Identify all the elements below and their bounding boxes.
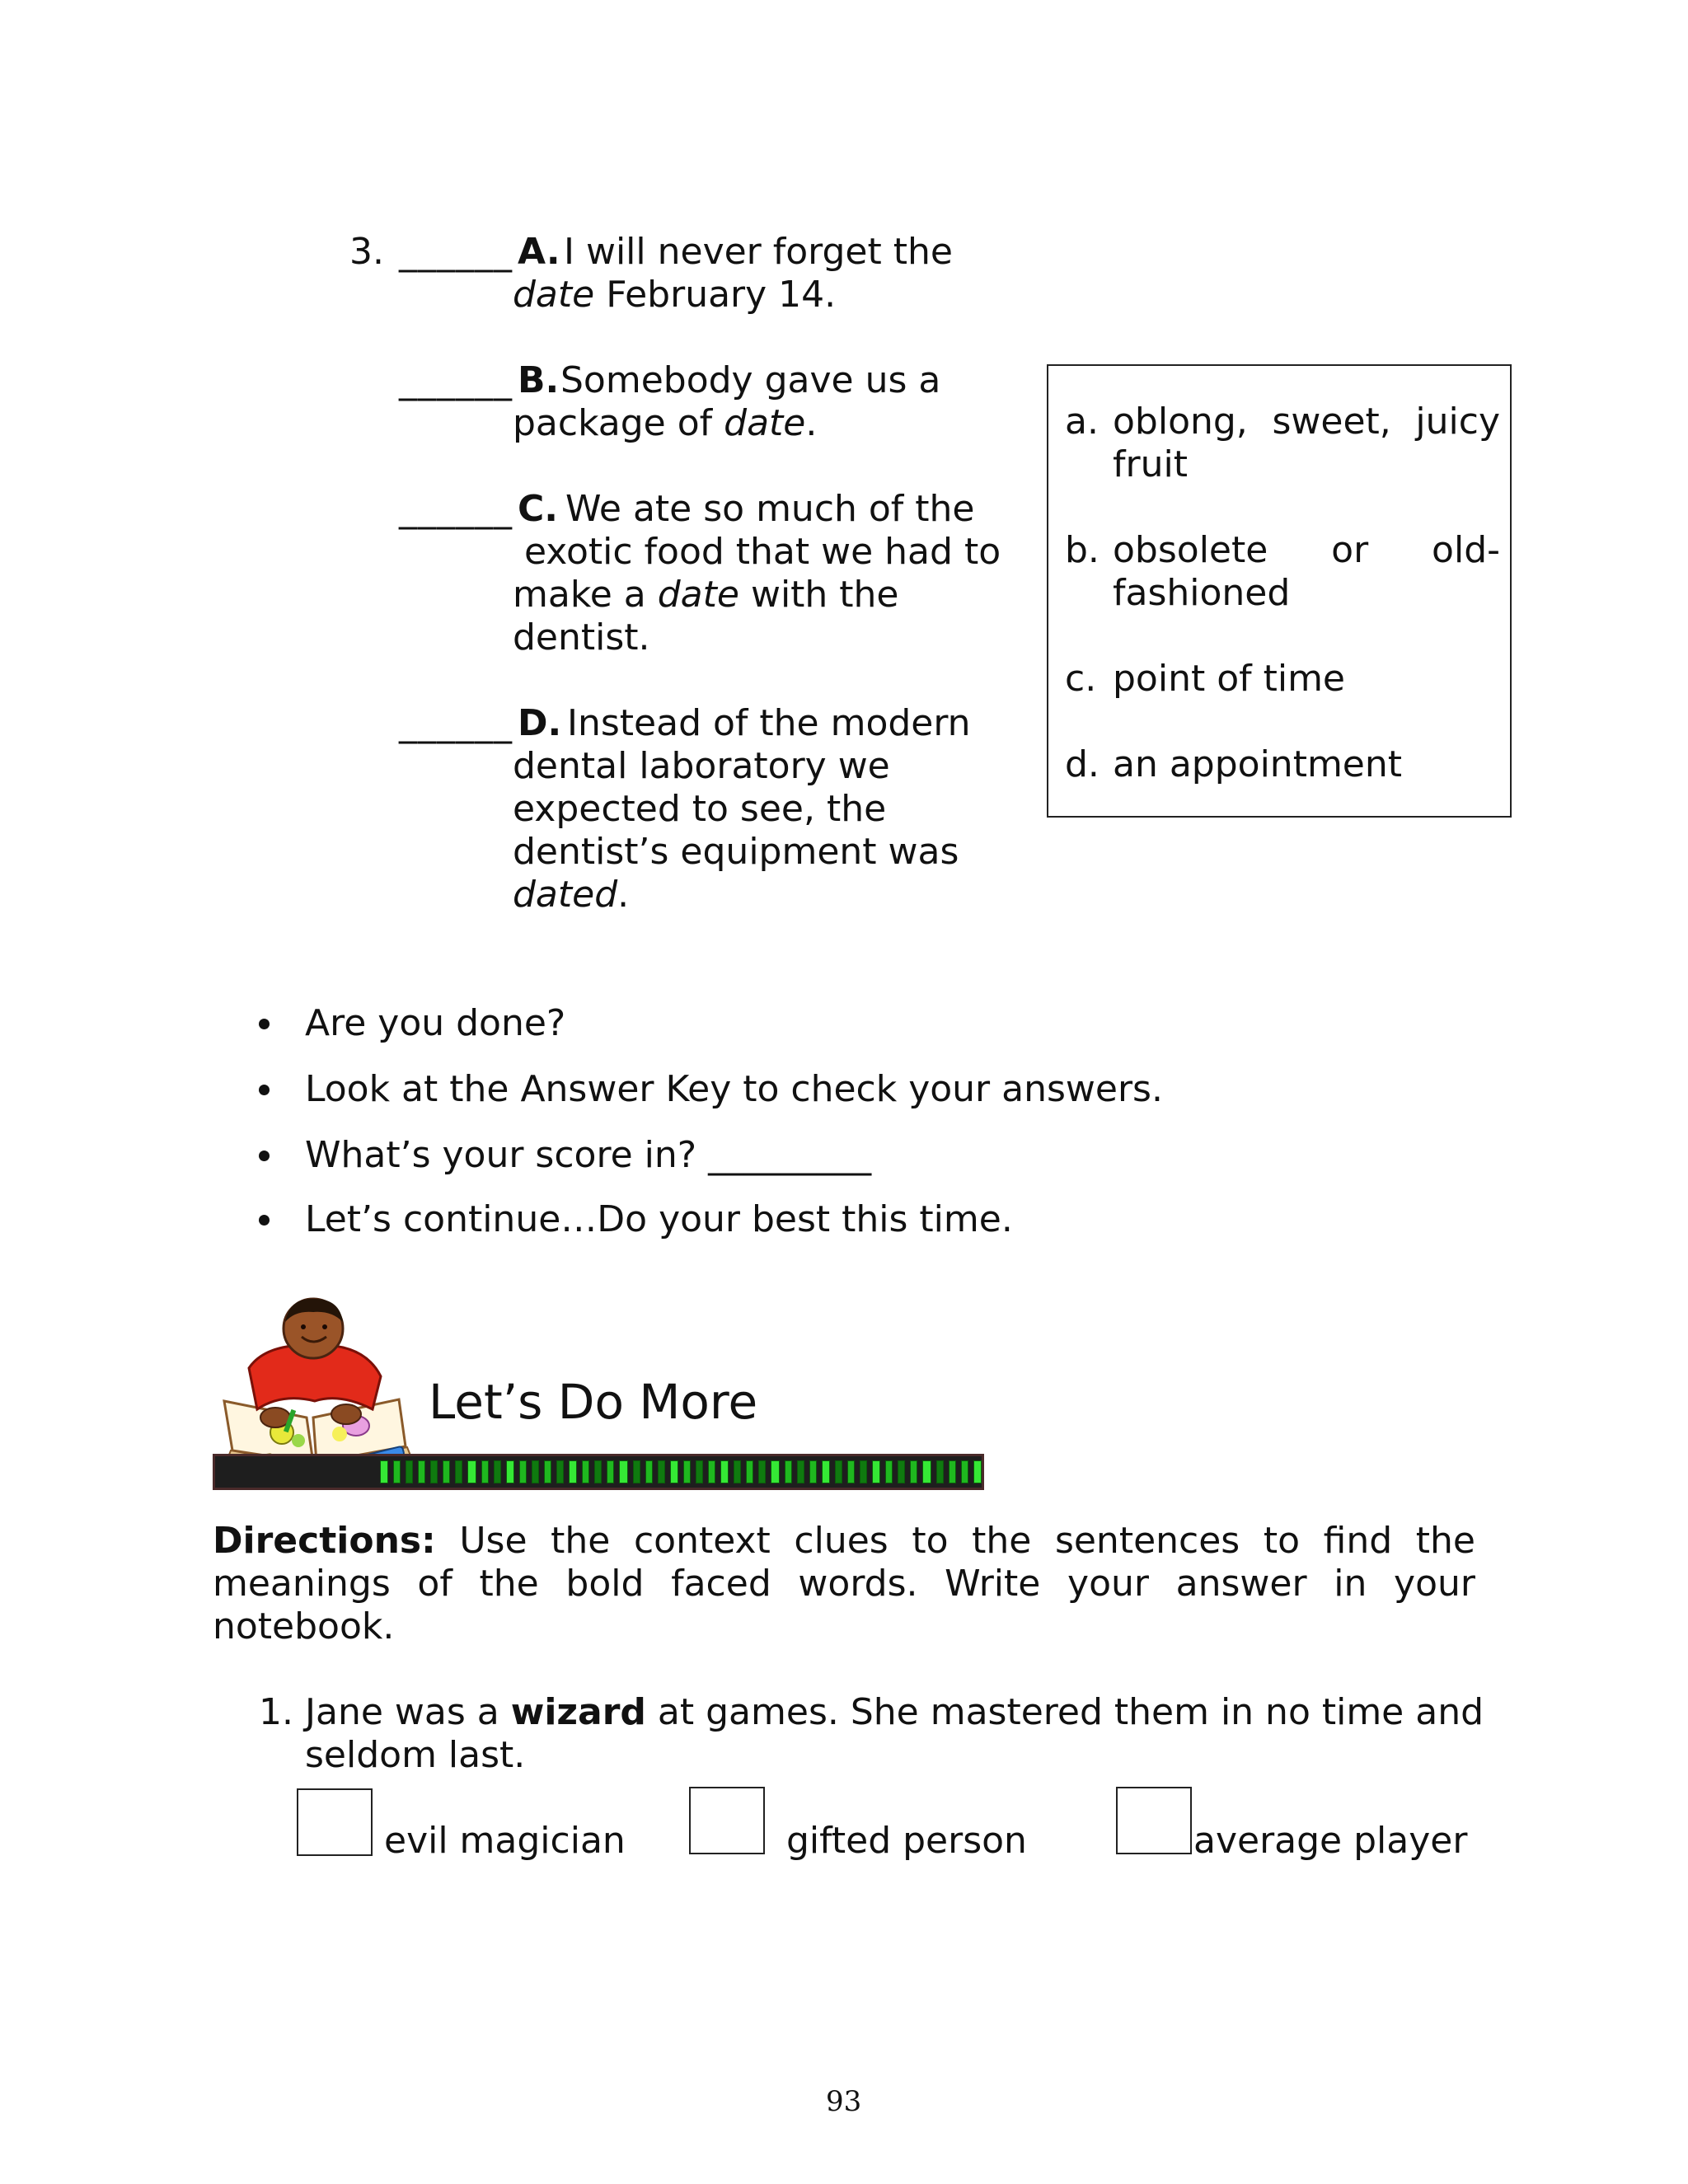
question-number: 1. [259, 1691, 293, 1733]
checklist-item: What’s your score in? _________ [305, 1134, 872, 1176]
item-letter-d: D. [518, 702, 562, 744]
option-checkbox-gifted-person[interactable] [689, 1787, 765, 1854]
item-d-line-5: dated. [513, 874, 630, 916]
item-a-line-2: date February 14. [513, 274, 837, 316]
bullet-icon [259, 1215, 270, 1226]
item-d-line-2: dental laboratory we [513, 745, 890, 787]
section-title: Let’s Do More [429, 1374, 758, 1430]
option-label: average player [1193, 1820, 1468, 1862]
meaning-text: fruit [1113, 443, 1188, 485]
meanings-box [1047, 364, 1512, 818]
item-d-line-3: expected to see, the [513, 788, 887, 830]
meaning-text: point of time [1113, 658, 1346, 700]
meaning-text: fashioned [1113, 572, 1291, 614]
answer-blank-d[interactable]: ______ [399, 702, 513, 744]
meaning-text: obsolete or old- [1113, 529, 1500, 571]
checklist-item: Let’s continue…Do your best this time. [305, 1198, 1013, 1240]
item-c-line-4: dentist. [513, 616, 650, 658]
bullet-icon [259, 1019, 270, 1029]
directions-line-1: Directions: Use the context clues to the sentences to find the [213, 1520, 1475, 1562]
meaning-letter: c. [1065, 658, 1097, 700]
item-b-line-1: Somebody gave us a [560, 359, 941, 401]
answer-blank-c[interactable]: ______ [399, 488, 513, 530]
item-c-line-1: We ate so much of the [554, 488, 975, 530]
item-letter-b: B. [518, 359, 560, 401]
meaning-letter: d. [1065, 743, 1100, 785]
checklist-item: Are you done? [305, 1002, 566, 1044]
option-checkbox-average-player[interactable] [1116, 1787, 1192, 1854]
bullet-icon [259, 1085, 270, 1095]
directions-line-2: meanings of the bold faced words. Write your answer in your [213, 1563, 1475, 1605]
option-label: gifted person [786, 1820, 1027, 1862]
answer-blank-a[interactable]: ______ [399, 231, 513, 273]
bullet-icon [259, 1151, 270, 1161]
item-b-line-2: package of date. [513, 402, 818, 444]
item-d-line-4: dentist’s equipment was [513, 831, 959, 873]
meaning-text: oblong, sweet, juicy [1113, 401, 1500, 443]
item-a-line-1: I will never forget the [564, 231, 953, 273]
question-line-1: Jane was a wizard at games. She mastered them in no time and [305, 1691, 1484, 1733]
meaning-text: an appointment [1113, 743, 1403, 785]
option-label: evil magician [384, 1820, 626, 1862]
checklist-item: Look at the Answer Key to check your answers. [305, 1068, 1163, 1110]
item-c-line-2: exotic food that we had to [513, 531, 1001, 573]
exercise-number: 3. [349, 231, 384, 273]
meaning-letter: a. [1065, 401, 1099, 443]
option-checkbox-evil-magician[interactable] [297, 1788, 373, 1856]
item-letter-c: C. [518, 488, 559, 530]
answer-blank-b[interactable]: ______ [399, 359, 513, 401]
directions-line-3: notebook. [213, 1605, 395, 1647]
item-c-line-3: make a date with the [513, 574, 899, 616]
meaning-letter: b. [1065, 529, 1100, 571]
item-letter-a: A. [518, 231, 560, 273]
section-progress-bar [213, 1454, 984, 1490]
item-d-line-1: Instead of the modern [567, 702, 971, 744]
question-line-2: seldom last. [305, 1734, 526, 1776]
page-number: 93 [826, 2085, 862, 2118]
